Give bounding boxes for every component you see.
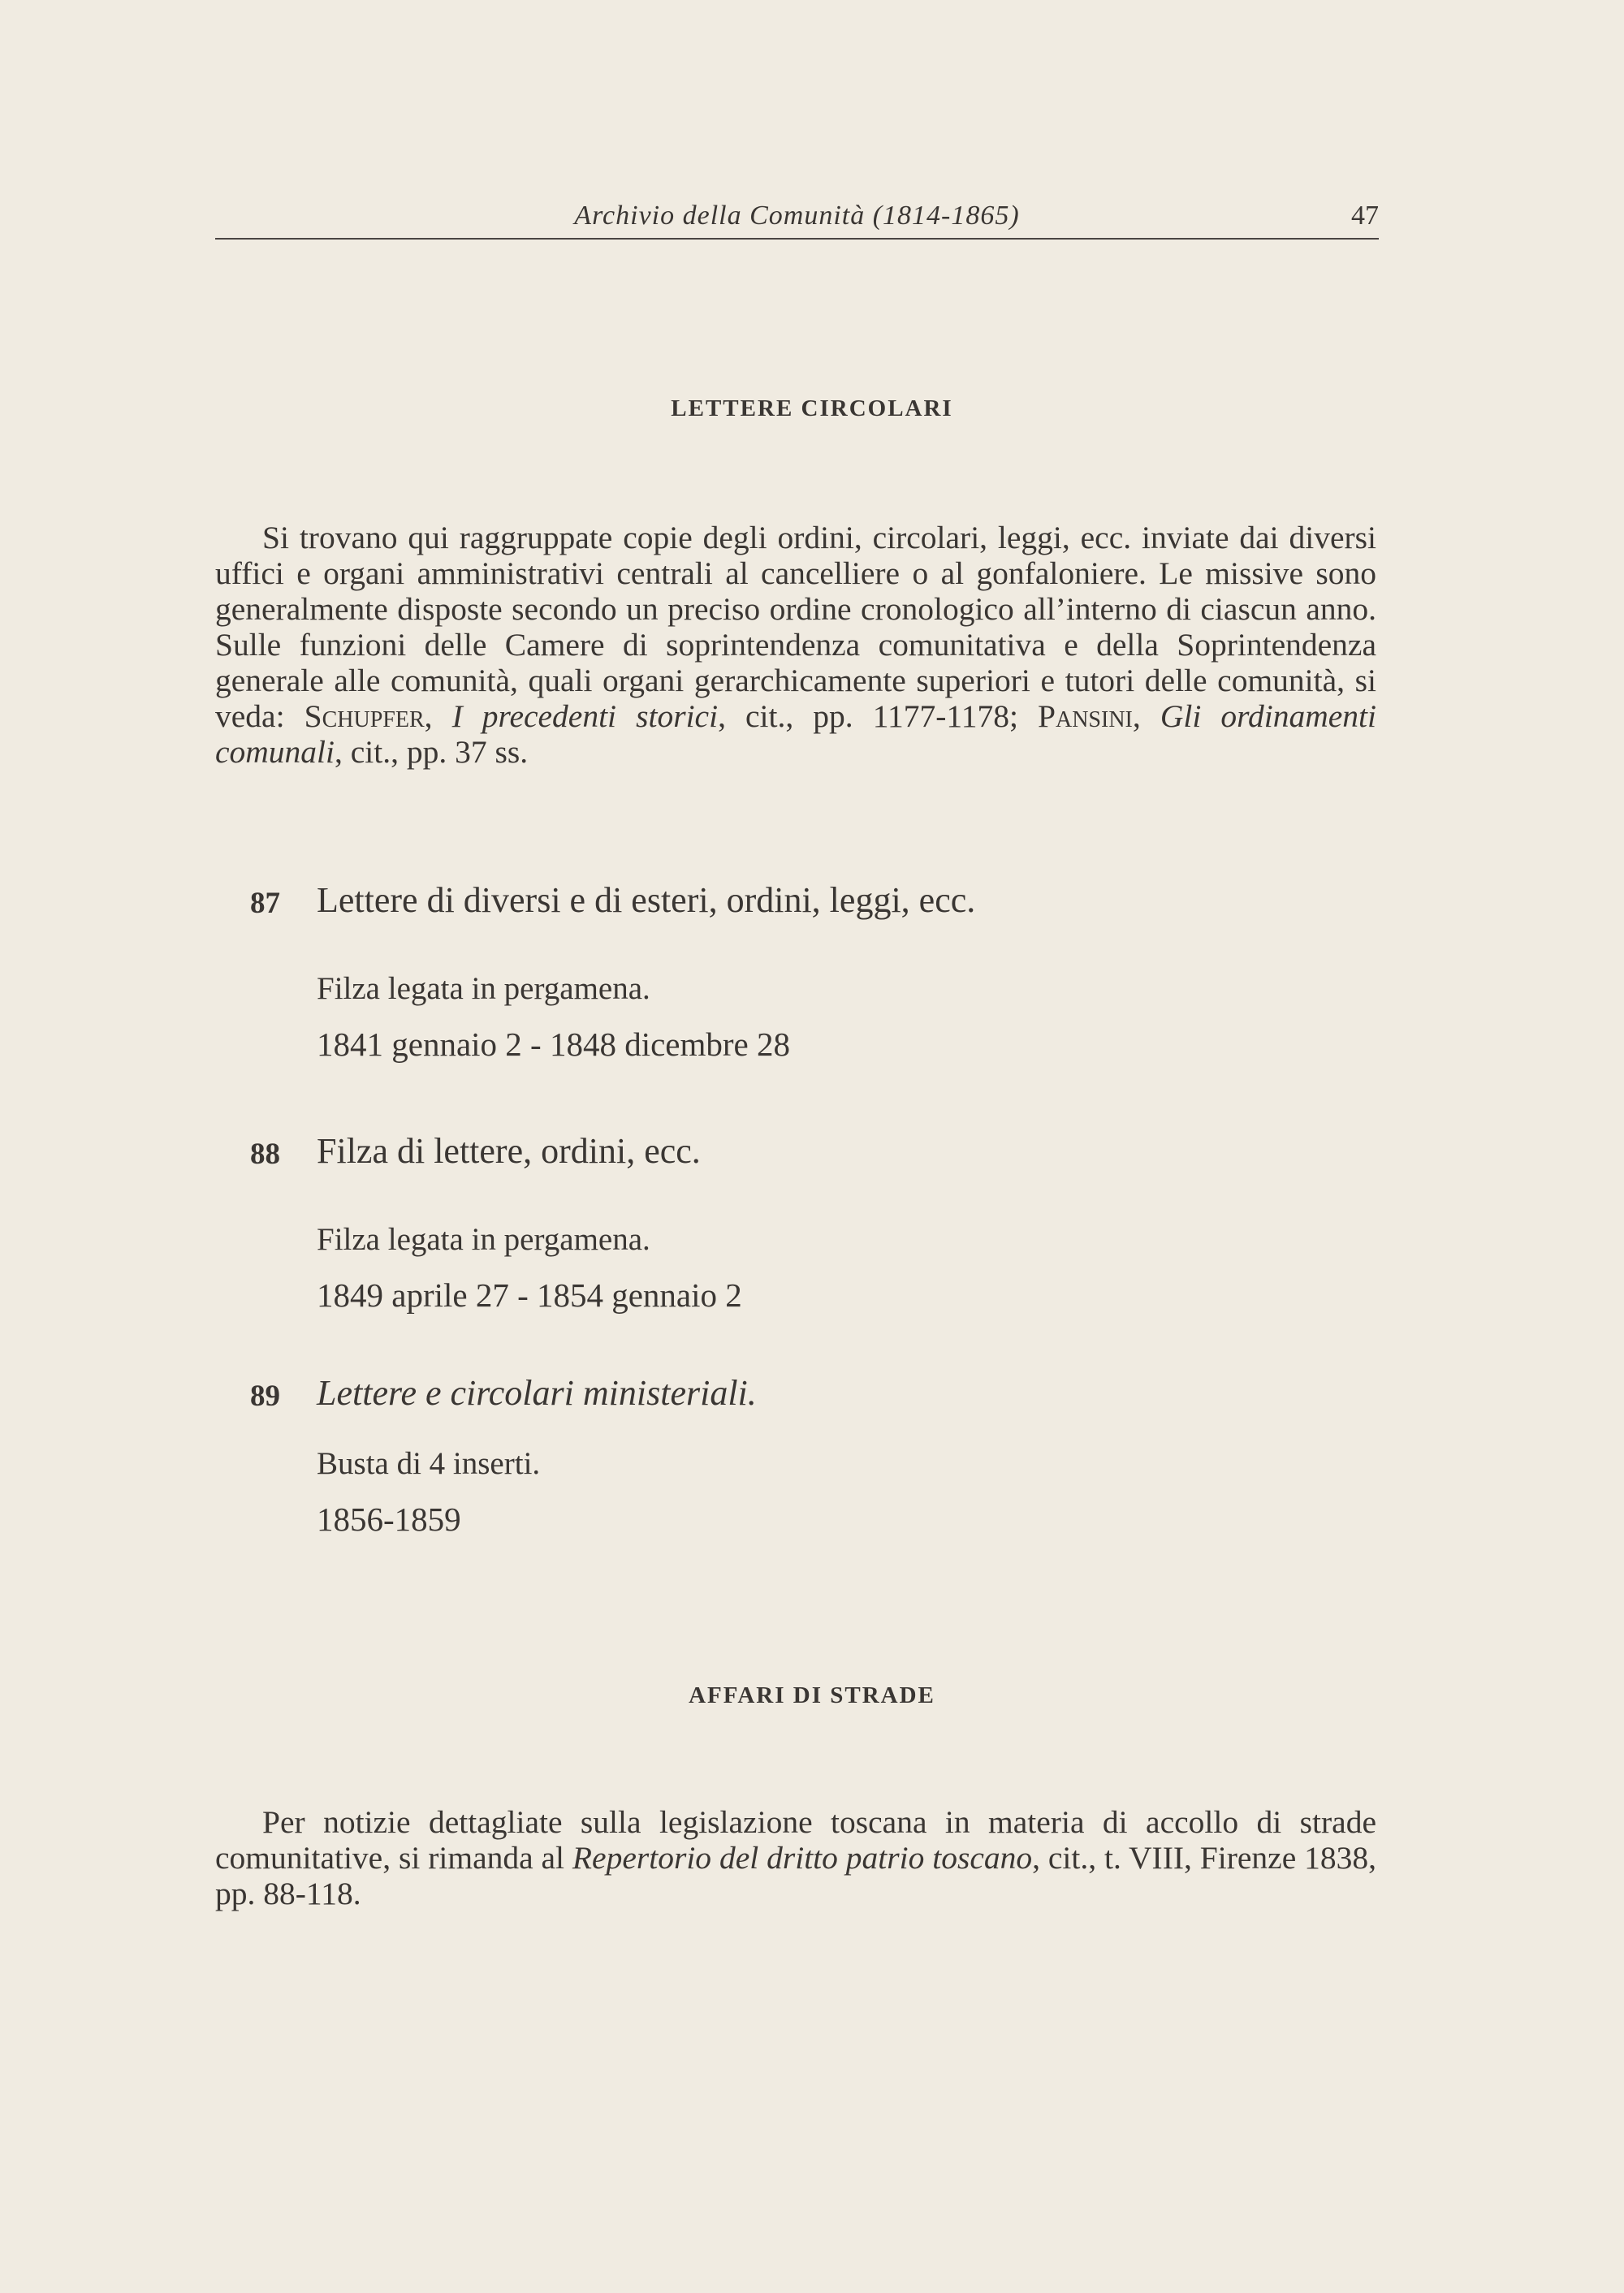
citation-title-repertorio: Repertorio del dritto patrio toscano — [572, 1840, 1033, 1876]
section-heading-affari-di-strade: AFFARI DI STRADE — [689, 1682, 935, 1708]
entry-description: Filza legata in pergamena. — [317, 1222, 650, 1257]
entry-description: Busta di 4 inserti. — [317, 1446, 541, 1481]
intro-text: Per notizie dettagliate sulla legislazione toscana in materia di accollo di strade comunitative, si rimanda al — [215, 1804, 1376, 1876]
entry-dates: 1841 gennaio 2 - 1848 dicembre 28 — [317, 1026, 790, 1063]
page-number: 47 — [1351, 201, 1379, 231]
separator: , — [1132, 698, 1160, 734]
section-heading-lettere-circolari: LETTERE CIRCOLARI — [671, 395, 953, 421]
entry-dates: 1856-1859 — [317, 1501, 461, 1538]
citation-pages: , cit., pp. 37 ss. — [335, 734, 529, 770]
citation-pages: , cit., pp. 1177-1178; — [718, 698, 1039, 734]
intro-text: Si trovano qui raggruppate copie degli ordini, circolari, leggi, ecc. inviate dai diversi uffici e organi amministrativi centrali al cancelliere o al gonfaloniere. Le missive sono generalmente disposte secondo un preciso ordine cronologico all’interno di ciascun anno. Sulle funzioni delle Camere di soprintendenza comunitativa e della Soprintendenza generale alle comunità, quali organi gerarchicamente superiori e tutori delle comunità, si veda: — [215, 520, 1376, 734]
running-title: Archivio della Comunità (1814-1865) — [574, 201, 1020, 231]
entry-title: Filza di lettere, ordini, ecc. — [317, 1131, 701, 1171]
entry-description: Filza legata in pergamena. — [317, 971, 650, 1006]
entry-number: 89 — [250, 1380, 280, 1413]
entry-number: 87 — [250, 887, 280, 920]
section-intro-paragraph — [215, 520, 1376, 770]
section-intro-paragraph — [215, 1804, 1376, 1911]
author-schupfer: Schupfer — [304, 698, 425, 734]
citation-title-precedenti-storici: I precedenti storici — [451, 698, 719, 734]
separator: , — [424, 698, 452, 734]
citation-pages: , cit., t. VIII, Firenze 1838, pp. 88-118. — [215, 1840, 1376, 1911]
entry-title: Lettere di diversi e di esteri, ordini, leggi, ecc. — [317, 880, 976, 920]
entry-number: 88 — [250, 1138, 280, 1171]
entry-title: Lettere e circolari ministeriali. — [317, 1373, 757, 1413]
citation-title-ordinamenti-comunali: Gli ordinamenti comunali — [215, 698, 1377, 770]
author-pansini: Pansini — [1038, 698, 1133, 734]
entry-dates: 1849 aprile 27 - 1854 gennaio 2 — [317, 1276, 742, 1314]
running-header — [215, 197, 1379, 240]
